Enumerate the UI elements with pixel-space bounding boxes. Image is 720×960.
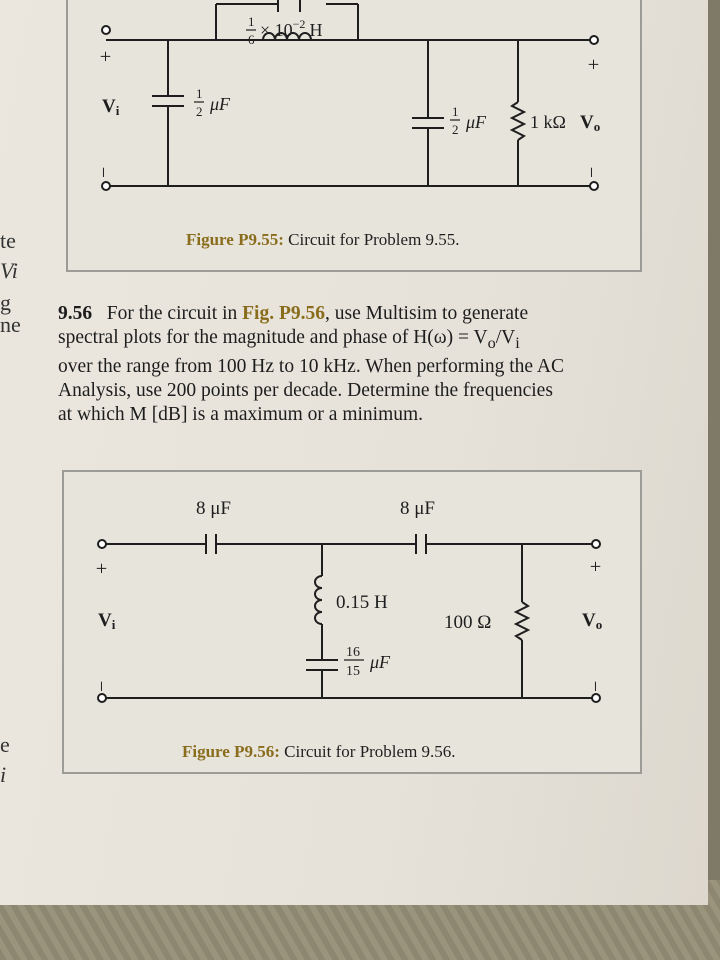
resistor-label: 100 Ω xyxy=(444,612,492,633)
figure-p9-55 xyxy=(66,0,642,272)
margin-fragment: g xyxy=(0,290,11,315)
resistor-zigzag xyxy=(516,602,528,640)
problem-line-5: at which M [dB] is a maximum or a minimum. xyxy=(58,403,424,425)
vin-label: Vi xyxy=(102,96,120,118)
cap-left-den: 2 xyxy=(196,104,203,119)
margin-fragment: e xyxy=(0,732,10,757)
cap2-label: 8 μF xyxy=(400,498,436,519)
output-terminal-top xyxy=(592,540,600,548)
cap3-num: 16 xyxy=(346,645,360,660)
inductor-frac-num: 1 xyxy=(248,14,255,29)
margin-fragment: te xyxy=(0,228,16,253)
problem-line-4: Analysis, use 200 points per decade. Determine the frequencies xyxy=(58,379,553,401)
minus-sign: − xyxy=(91,680,113,692)
input-terminal-bottom xyxy=(102,182,110,190)
resistor-label: 1 kΩ xyxy=(530,112,566,132)
input-terminal-bottom xyxy=(98,694,106,702)
vout-label: Vo xyxy=(580,112,601,134)
cap3-unit: μF xyxy=(370,652,391,672)
minus-sign: − xyxy=(93,166,115,178)
output-terminal-top xyxy=(590,36,598,44)
plus-sign-out: + xyxy=(583,58,605,70)
plus-sign: + xyxy=(95,50,117,62)
figure-caption: Figure P9.55: Circuit for Problem 9.55. xyxy=(186,230,460,249)
inductor-label: 0.15 H xyxy=(336,592,388,613)
figure-caption: Figure P9.56: Circuit for Problem 9.56. xyxy=(182,742,456,761)
problem-line-2: spectral plots for the magnitude and phase of $H(\omega) = V_o/V_i$ xyxy=(58,327,520,352)
plus-sign-out: + xyxy=(585,560,607,572)
cap-right-den: 2 xyxy=(452,122,459,137)
cap-left-unit: μF xyxy=(210,94,231,114)
output-terminal-bottom xyxy=(590,182,598,190)
problem-line-1: 9.56 For the circuit in Fig. P9.56, use Multisim to generate xyxy=(58,303,529,324)
inductor-frac-den: 6 xyxy=(248,32,255,47)
input-terminal-top xyxy=(102,26,110,34)
figure-p9-56 xyxy=(62,470,642,774)
margin-fragment: i xyxy=(0,762,7,787)
cap-right-unit: μF xyxy=(466,112,487,132)
inductor-label: × $10^{-2}$ H xyxy=(260,17,323,40)
figure-reference-link[interactable]: Fig. P9.56 xyxy=(242,303,326,324)
problem-line-3: over the range from 100 Hz to 10 kHz. When performing the AC xyxy=(58,355,564,377)
cap3-den: 15 xyxy=(346,664,360,679)
minus-sign-out: − xyxy=(581,166,603,178)
cap-right-num: 1 xyxy=(452,104,459,119)
inductor-coil xyxy=(315,576,322,624)
margin-fragment: Vi xyxy=(0,258,18,283)
output-terminal-bottom xyxy=(592,694,600,702)
cap-left-num: 1 xyxy=(196,86,203,101)
circuit-p9-56 xyxy=(64,472,640,772)
vout-label: Vo xyxy=(582,610,603,632)
input-terminal-top xyxy=(98,540,106,548)
minus-sign-out: − xyxy=(585,680,607,692)
margin-fragment: ne xyxy=(0,312,21,337)
problem-9-56 xyxy=(58,302,658,427)
resistor-zigzag xyxy=(512,102,524,140)
cap1-label: 8 μF xyxy=(196,498,232,519)
vin-label: Vi xyxy=(98,610,116,632)
plus-sign: + xyxy=(91,562,113,574)
